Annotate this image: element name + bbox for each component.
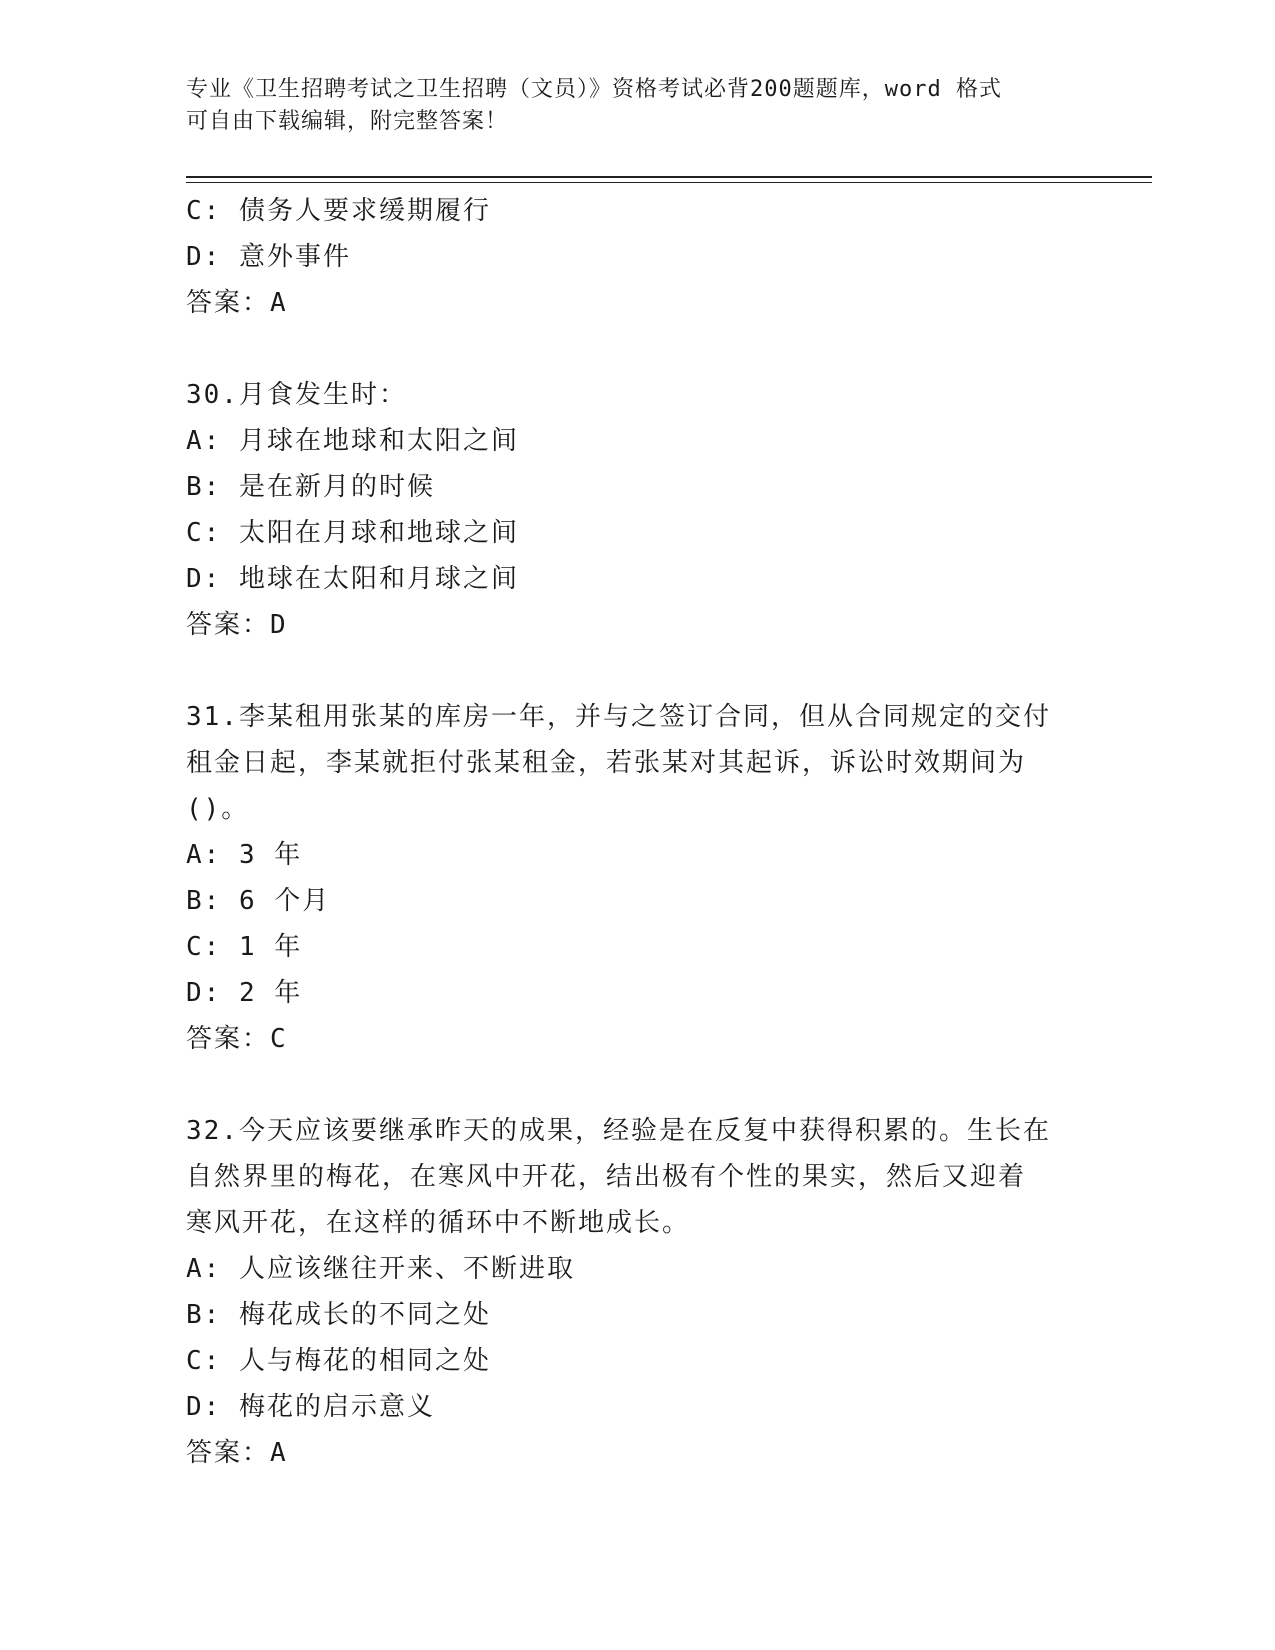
option-b: B: 梅花成长的不同之处	[186, 1300, 491, 1330]
option-a: A: 人应该继往开来、不断进取	[186, 1254, 575, 1284]
question-text-line: ()。	[186, 794, 250, 824]
option-c: C: 债务人要求缓期履行	[186, 196, 491, 226]
spacer	[186, 1062, 1146, 1108]
spacer	[186, 648, 1146, 694]
option-c: C: 1 年	[186, 932, 303, 962]
header-line-2: 可自由下载编辑，附完整答案！	[186, 109, 509, 134]
question-text-line: 寒风开花，在这样的循环中不断地成长。	[186, 1208, 691, 1238]
question-text-line: 租金日起，李某就拒付张某租金，若张某对其起诉，诉讼时效期间为	[186, 748, 1027, 778]
answer: 答案：D	[186, 610, 288, 640]
question-block-prev	[186, 188, 1146, 326]
question-text-line: 32.今天应该要继承昨天的成果，经验是在反复中获得积累的。生长在	[186, 1116, 1051, 1146]
question-block-32	[186, 1108, 1146, 1476]
question-text-line: 31.李某租用张某的库房一年，并与之签订合同，但从合同规定的交付	[186, 702, 1051, 732]
question-block-30	[186, 372, 1146, 648]
option-d: D: 意外事件	[186, 242, 351, 272]
header-divider-thin	[186, 182, 1152, 183]
option-c: C: 人与梅花的相同之处	[186, 1346, 491, 1376]
option-d: D: 2 年	[186, 978, 303, 1008]
option-a: A: 3 年	[186, 840, 303, 870]
option-b: B: 6 个月	[186, 886, 331, 916]
answer: 答案：C	[186, 1024, 288, 1054]
question-block-31	[186, 694, 1146, 1062]
option-d: D: 地球在太阳和月球之间	[186, 564, 519, 594]
question-text-line: 自然界里的梅花，在寒风中开花，结出极有个性的果实，然后又迎着	[186, 1162, 1027, 1192]
option-a: A: 月球在地球和太阳之间	[186, 426, 519, 456]
document-body	[186, 188, 1146, 1476]
option-d: D: 梅花的启示意义	[186, 1392, 435, 1422]
spacer	[186, 326, 1146, 372]
option-b: B: 是在新月的时候	[186, 472, 435, 502]
answer: 答案：A	[186, 288, 288, 318]
answer: 答案：A	[186, 1438, 288, 1468]
header-divider-thick	[186, 176, 1152, 178]
question-text: 30.月食发生时：	[186, 380, 407, 410]
option-c: C: 太阳在月球和地球之间	[186, 518, 519, 548]
header-line-1: 专业《卫生招聘考试之卫生招聘（文员）》资格考试必背200题题库，word 格式	[186, 77, 1002, 102]
document-header	[186, 74, 1066, 138]
